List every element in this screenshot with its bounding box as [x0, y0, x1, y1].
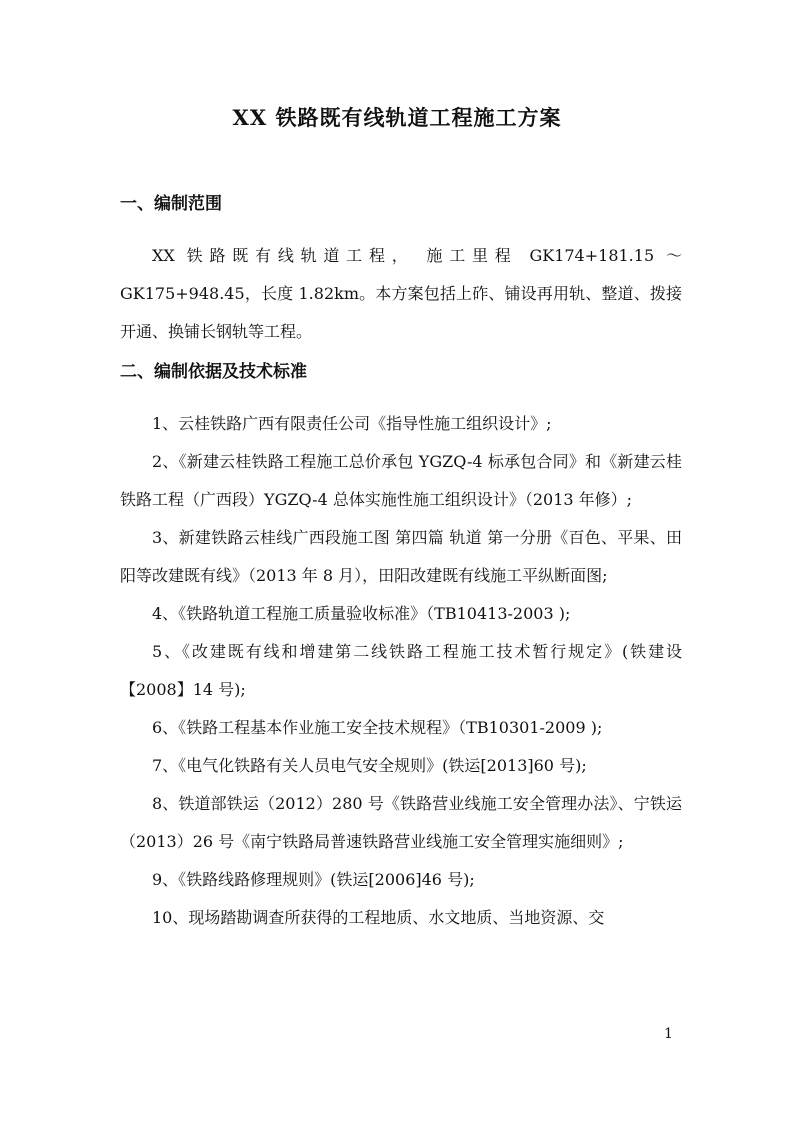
basis-item-5: 5、《改建既有线和增建第二线铁路工程施工技术暂行规定》(铁建设【2008】14 号); [120, 642, 682, 699]
basis-item-10: 10、现场踏勘调查所获得的工程地质、水文地质、当地资源、交 [152, 908, 605, 927]
basis-item-7: 7、《电气化铁路有关人员电气安全规则》(铁运[2013]60 号); [152, 756, 587, 775]
section-heading-scope: 一、编制范围 [120, 194, 222, 214]
basis-item-9: 9、《铁路线路修理规则》(铁运[2006]46 号); [152, 870, 475, 889]
basis-item-4: 4、《铁路轨道工程施工质量验收标准》（TB10413-2003 ); [152, 604, 571, 623]
basis-item-6: 6、《铁路工程基本作业施工安全技术规程》（TB10301-2009 ); [152, 718, 603, 737]
basis-item-1: 1、云桂铁路广西有限责任公司《指导性施工组织设计》; [152, 414, 552, 433]
document-title: XX 铁路既有线轨道工程施工方案 [232, 105, 562, 130]
section-heading-basis: 二、编制依据及技术标准 [120, 362, 307, 382]
page-number: 1 [664, 1026, 673, 1042]
document-body [120, 185, 682, 937]
basis-item-2: 2、《新建云桂铁路工程施工总价承包 YGZQ-4 标承包合同》和《新建云桂铁路工程（广西段）YGZQ-4 总体实施性施工组织设计》（2013 年修）; [120, 452, 682, 509]
basis-item-3: 3、新建铁路云桂线广西段施工图 第四篇 轨道 第一分册《百色、平果、田阳等改建既有线》（2013 年 8 月），田阳改建既有线施工平纵断面图; [120, 528, 682, 585]
scope-paragraph: XX 铁路既有线轨道工程， 施工里程 GK174+181.15 ～ GK175+948.45，长度 1.82km。本方案包括上砟、铺设再用轨、整道、拨接开通、换铺长钢轨等工程。 [120, 246, 682, 341]
basis-item-8: 8、铁道部铁运（2012）280 号《铁路营业线施工安全管理办法》、宁铁运（2013）26 号《南宁铁路局普速铁路营业线施工安全管理实施细则》; [120, 794, 682, 851]
